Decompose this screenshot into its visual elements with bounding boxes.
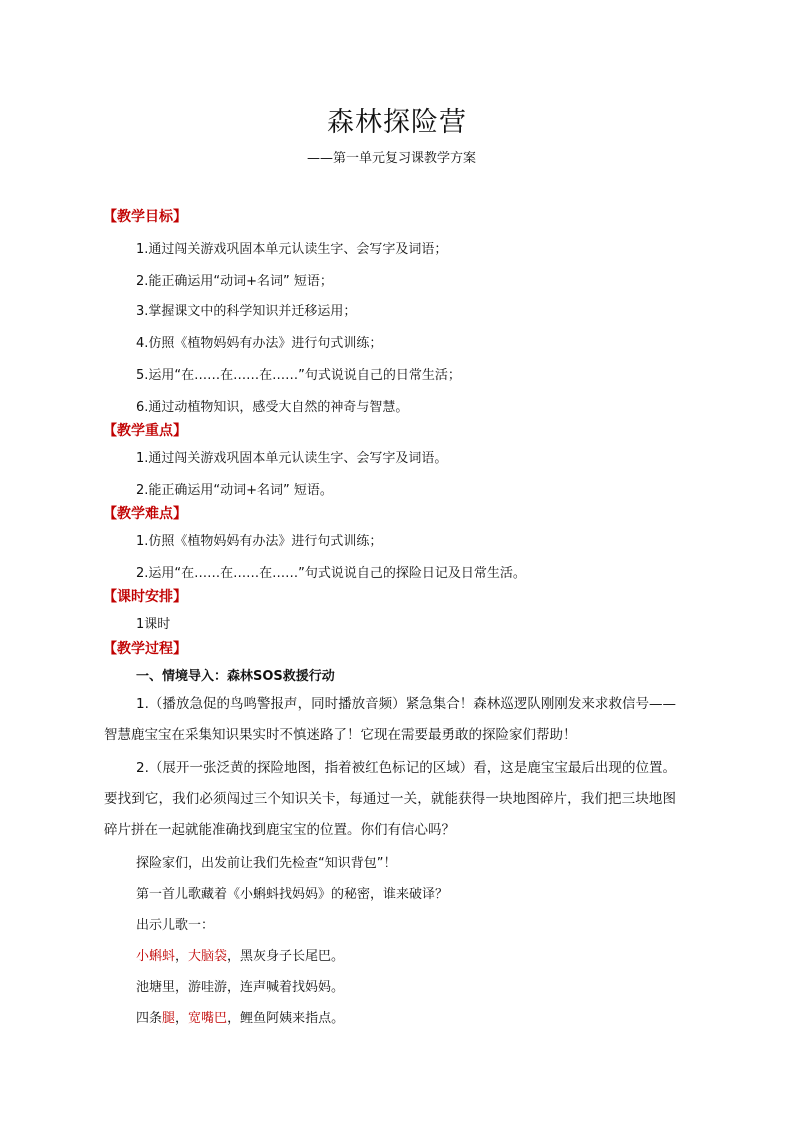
section-heading-difficulties: 【教学难点】 (103, 506, 187, 522)
poem-text: ，黑灰身子长尾巴。 (227, 949, 345, 964)
page-subtitle: ——第一单元复习课教学方案 (307, 151, 477, 166)
process-line: 第一首儿歌藏着《小蝌蚪找妈妈》的秘密，谁来破译？ (136, 887, 449, 902)
goal-item: 3.掌握课文中的科学知识并迁移运用； (136, 304, 357, 319)
process-paragraph: 1.（播放急促的鸟鸣警报声，同时播放音频）紧急集合！森林巡逻队刚刚发来求救信号——智慧鹿宝宝在采集知识果实时不慎迷路了！它现在需要最勇敢的探险家们帮助！ (104, 696, 676, 743)
poem-line-1 (136, 945, 344, 964)
poem-line-3 (136, 1007, 344, 1026)
process-line: 出示儿歌一： (136, 918, 215, 933)
goal-item: 5.运用“在……在……在……”句式说说自己的日常生活； (136, 368, 461, 383)
goal-item: 1.通过闯关游戏巩固本单元认读生字、会写字及词语； (136, 242, 448, 257)
process-line: 探险家们，出发前让我们先检查“知识背包”！ (136, 856, 397, 871)
difficulty-item: 2.运用“在……在……在……”句式说说自己的探险日记及日常生活。 (136, 566, 526, 581)
poem-text: ，鲤鱼阿姨来指点。 (227, 1011, 345, 1026)
poem-highlight: 腿 (162, 1011, 176, 1026)
section-heading-key-points: 【教学重点】 (103, 423, 187, 439)
poem-text: 四条 (136, 1011, 163, 1026)
poem-line-2: 池塘里，游哇游，连声喊着找妈妈。 (136, 980, 345, 995)
section-heading-process: 【教学过程】 (103, 641, 187, 657)
poem-highlight: 大脑袋 (188, 949, 228, 964)
section-heading-schedule: 【课时安排】 (103, 589, 187, 605)
poem-highlight: 小蝌蚪 (136, 949, 176, 964)
process-step-heading: 一、情境导入：森林SOS救援行动 (136, 669, 335, 684)
page-title: 森林探险营 (327, 107, 467, 138)
section-heading-goals: 【教学目标】 (103, 209, 187, 225)
key-point-item: 1.通过闯关游戏巩固本单元认读生字、会写字及词语。 (136, 451, 448, 466)
goal-item: 4.仿照《植物妈妈有办法》进行句式训练； (136, 336, 383, 351)
key-point-item: 2.能正确运用“动词+名词” 短语。 (136, 483, 333, 498)
schedule-item: 1课时 (136, 617, 171, 632)
poem-text: ， (175, 949, 189, 964)
poem-text: ， (175, 1011, 189, 1026)
process-paragraph: 2.（展开一张泛黄的探险地图，指着被红色标记的区域）看，这是鹿宝宝最后出现的位置。要找到它，我们必须闯过三个知识关卡，每通过一关，就能获得一块地图碎片，我们把三块地图碎片拼在一起就能准确找到鹿宝宝的位置。你们有信心吗？ (104, 760, 676, 838)
poem-highlight: 宽嘴巴 (188, 1011, 228, 1026)
goal-item: 6.通过动植物知识，感受大自然的神奇与智慧。 (136, 400, 409, 415)
goal-item: 2.能正确运用“动词+名词” 短语； (136, 274, 333, 289)
difficulty-item: 1.仿照《植物妈妈有办法》进行句式训练； (136, 534, 383, 549)
